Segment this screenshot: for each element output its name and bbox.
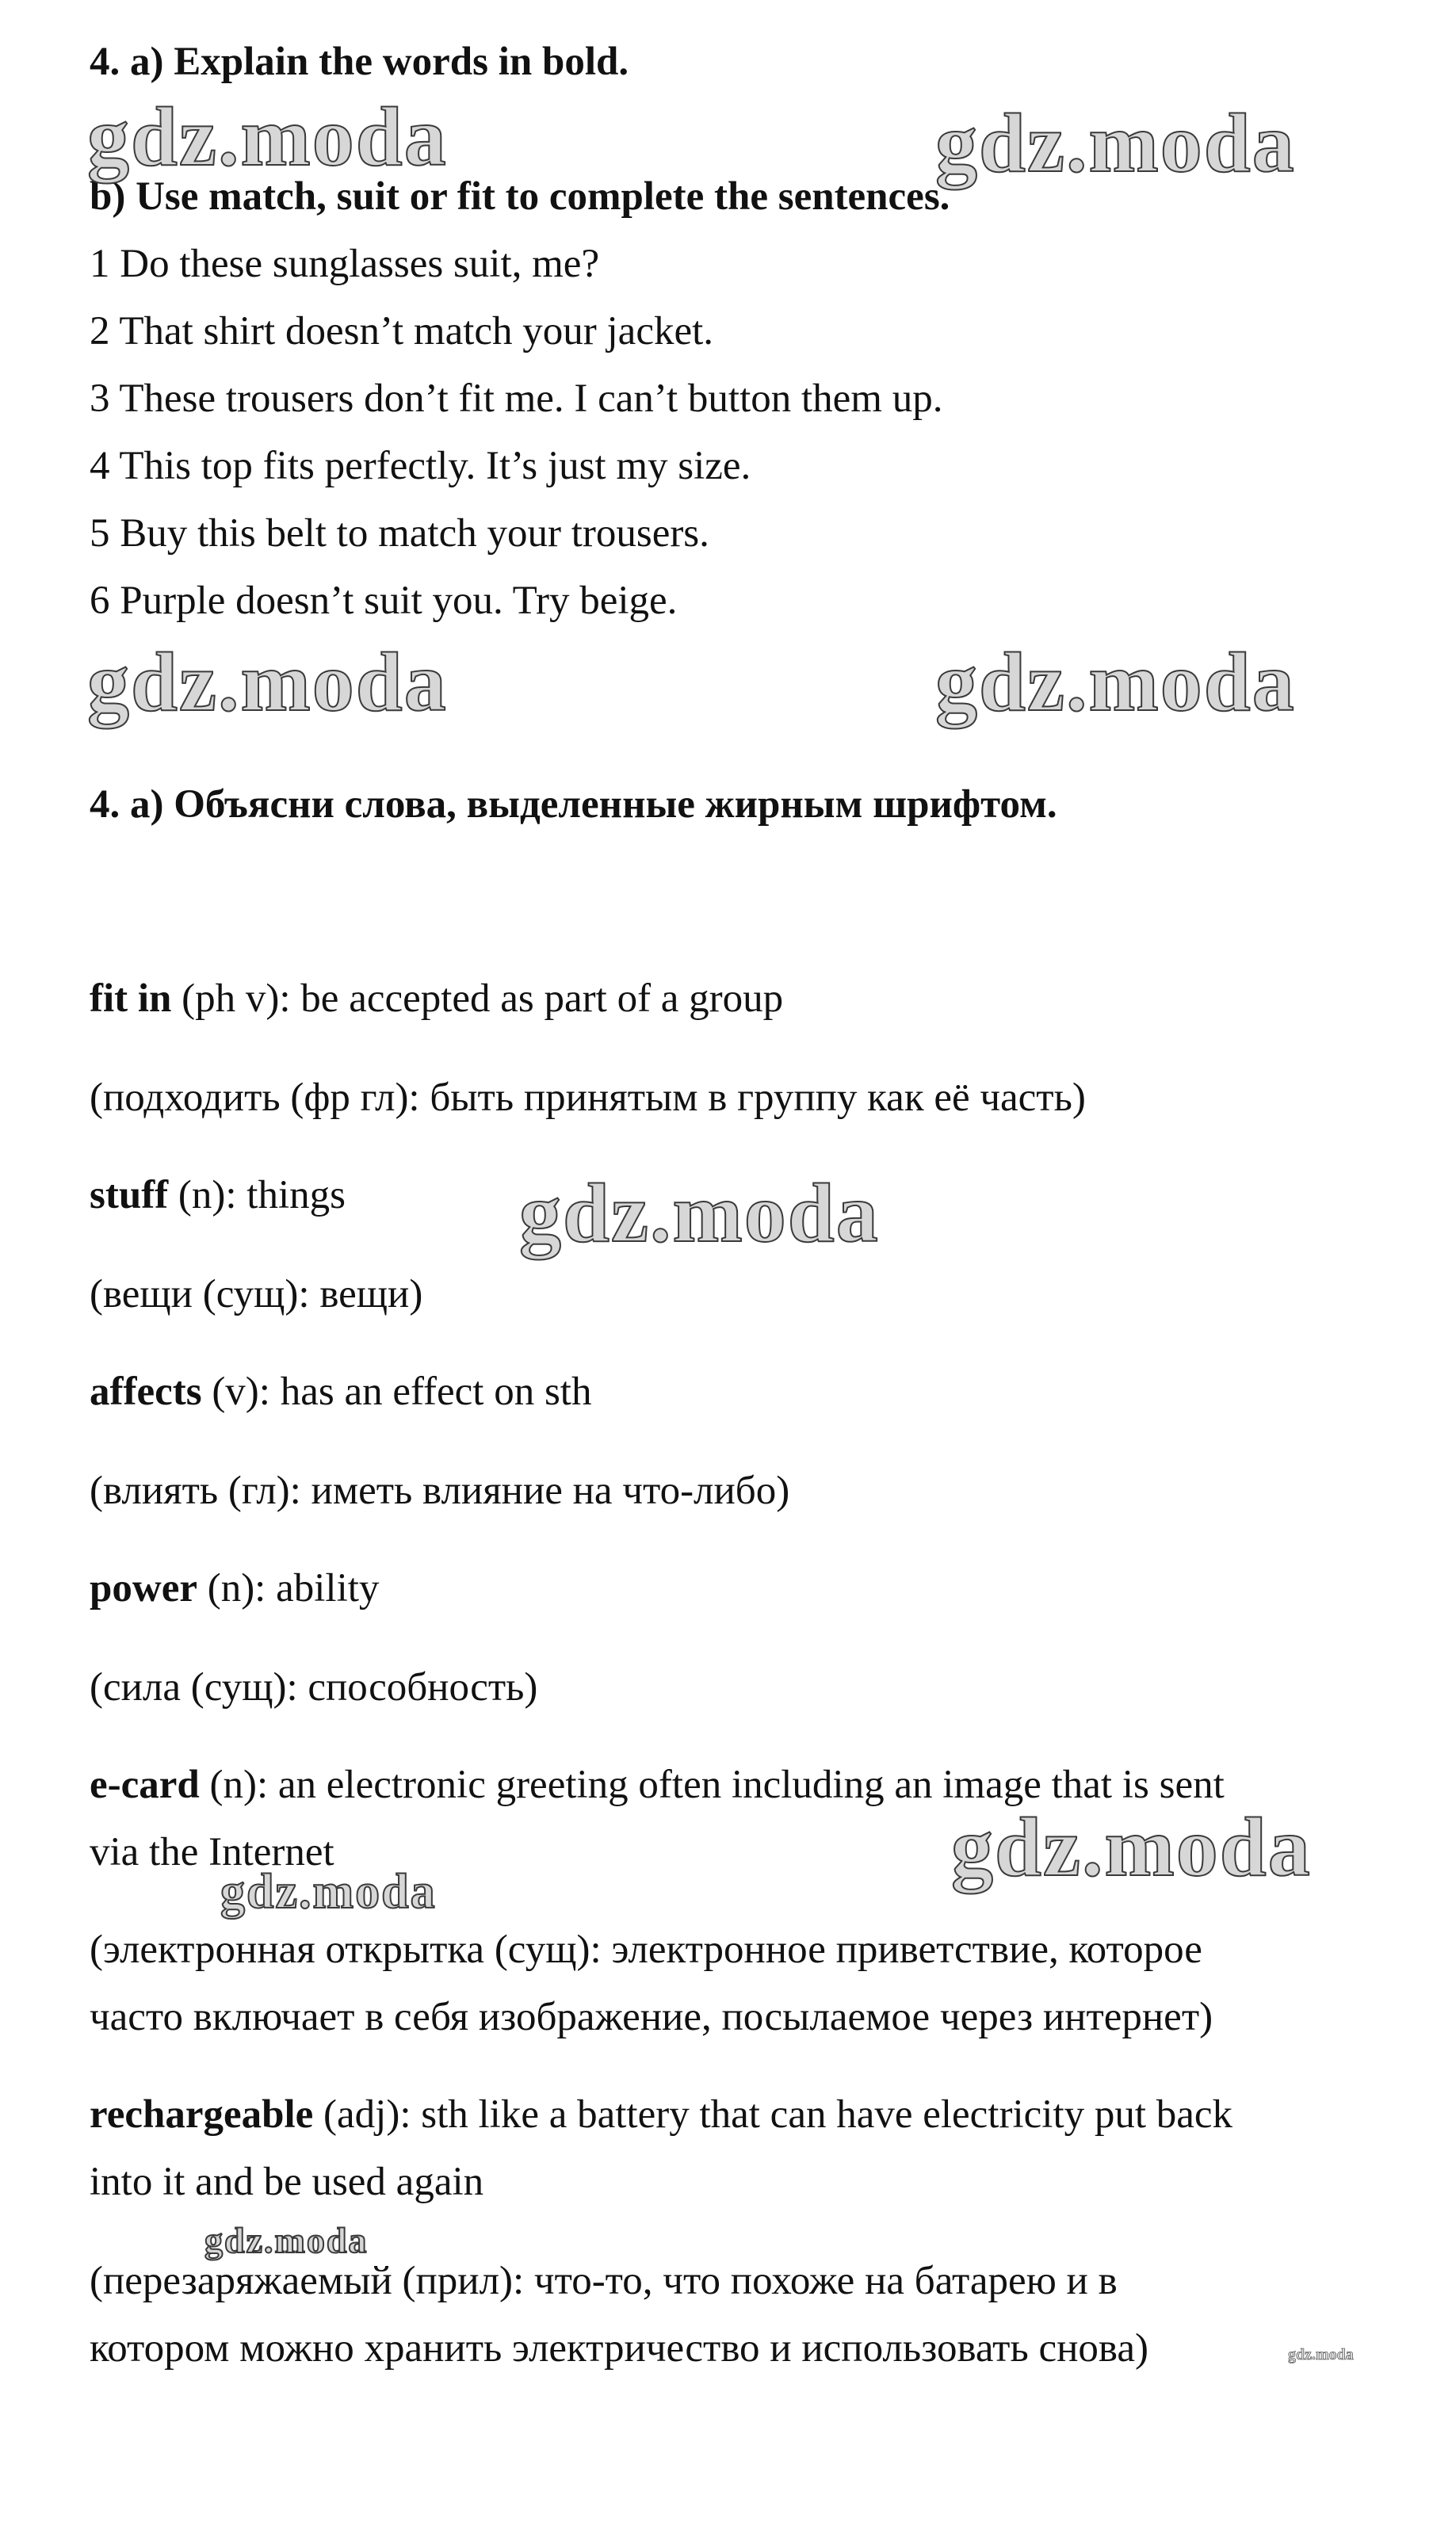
answer-sentence-1: 1 Do these sunglasses suit, me? [90,242,600,286]
glossary-term: rechargeable [90,2092,314,2137]
watermark: gdz.moda [204,2220,369,2260]
task-a-heading: 4. a) Explain the words in bold. [90,40,629,84]
glossary-translation: (сила (сущ): способность) [90,1665,538,1710]
glossary-translation: (перезаряжаемый (прил): что-то, что похоже на батарею и в [90,2259,1118,2303]
glossary-translation-continued: часто включает в себя изображение, посылаемое через интернет) [90,1995,1213,2039]
answer-sentence-6: 6 Purple doesn’t suit you. Try beige. [90,579,678,623]
watermark: gdz.moda [935,97,1296,189]
glossary-definition: (adj): sth like a battery that can have electricity put back [313,2092,1233,2137]
glossary-definition: (n): ability [197,1566,380,1610]
watermark: gdz.moda [935,636,1296,728]
glossary-translation: (влиять (гл): иметь влияние на что-либо) [90,1469,790,1513]
glossary-term: e-card [90,1763,200,1807]
glossary-translation: (электронная открытка (сущ): электронное приветствие, которое [90,1928,1202,1972]
glossary-entry-stuff [90,1171,346,1220]
answer-sentence-3: 3 These trousers don’t fit me. I can’t button them up. [90,376,943,421]
watermark: gdz.moda [87,636,448,728]
glossary-definition-continued: into it and be used again [90,2160,484,2204]
glossary-term: stuff [90,1173,169,1217]
glossary-definition: (ph v): be accepted as part of a group [171,976,784,1021]
glossary-translation: (вещи (сущ): вещи) [90,1272,423,1316]
glossary-entry-rechargeable [90,2091,1232,2139]
watermark: gdz.moda [951,1801,1312,1893]
glossary-definition-continued: via the Internet [90,1830,334,1874]
answer-sentence-5: 5 Buy this belt to match your trousers. [90,511,709,556]
task-a-heading-ru: 4. а) Объясни слова, выделенные жирным шрифтом. [90,782,1057,827]
glossary-entry-fit-in [90,975,783,1023]
glossary-entry-power [90,1565,379,1613]
glossary-term: affects [90,1370,202,1414]
glossary-term: fit in [90,976,172,1021]
glossary-definition: (n): things [168,1173,346,1217]
watermark: gdz.moda [1288,2346,1354,2363]
answer-sentence-4: 4 This top fits perfectly. It’s just my size. [90,444,751,488]
glossary-term: power [90,1566,197,1610]
glossary-translation-continued: котором можно хранить электричество и использовать снова) [90,2326,1148,2371]
glossary-definition: (n): an electronic greeting often including an image that is sent [199,1763,1225,1807]
watermark: gdz.moda [220,1865,437,1919]
watermark: gdz.moda [519,1167,880,1259]
watermark: gdz.moda [87,90,448,183]
glossary-translation: (подходить (фр гл): быть принятым в группу как её часть) [90,1076,1086,1120]
glossary-entry-affects [90,1368,591,1416]
glossary-definition: (v): has an effect on sth [201,1370,592,1414]
task-b-heading: b) Use match, suit or fit to complete the sentences. [90,174,950,219]
answer-sentence-2: 2 That shirt doesn’t match your jacket. [90,309,714,353]
